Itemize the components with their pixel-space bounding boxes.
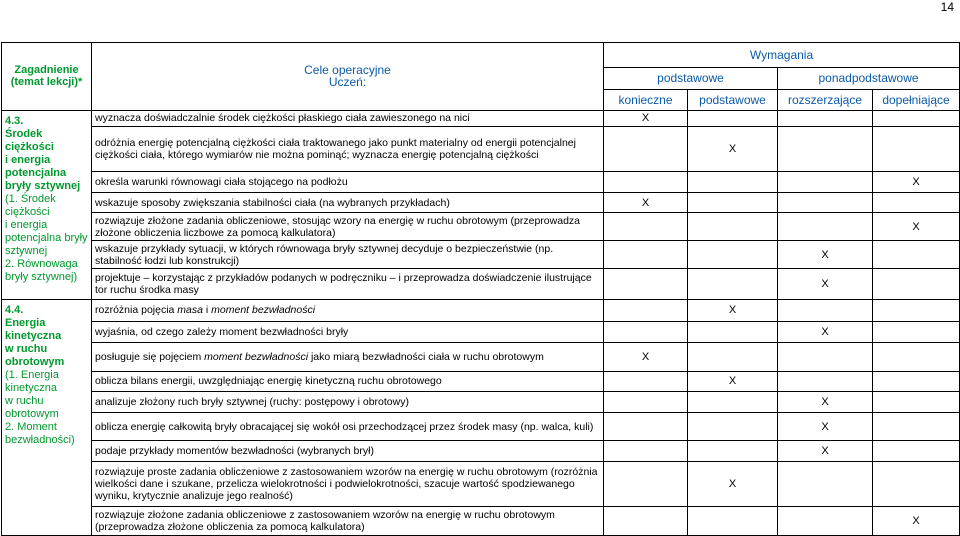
table-row bbox=[2, 371, 960, 392]
requirement-mark-cell bbox=[688, 192, 778, 213]
requirement-mark-cell bbox=[604, 127, 688, 172]
requirement-mark-cell: X bbox=[873, 507, 960, 536]
requirement-mark-cell: X bbox=[688, 371, 778, 392]
requirement-mark-cell: X bbox=[778, 322, 873, 343]
topic-title: 4.3. Środek ciężkości i energia potencjalna bryły sztywnej bbox=[5, 114, 81, 192]
requirement-mark-cell bbox=[873, 342, 960, 371]
requirement-mark-cell bbox=[778, 461, 873, 506]
requirement-mark-cell: X bbox=[873, 172, 960, 193]
goal-cell: wskazuje przykłady sytuacji, w których równowaga bryły sztywnej decyduje o bezpieczeństwie (np. stabilność łodzi lub konstrukcji) bbox=[92, 241, 604, 269]
table-row bbox=[2, 322, 960, 343]
requirement-mark-cell bbox=[688, 241, 778, 269]
requirement-mark-cell bbox=[688, 392, 778, 413]
requirement-mark-cell bbox=[604, 241, 688, 269]
requirement-mark-cell bbox=[688, 213, 778, 241]
requirement-mark-cell bbox=[688, 342, 778, 371]
requirement-mark-cell bbox=[604, 461, 688, 506]
requirements-header: Wymagania bbox=[604, 43, 960, 68]
requirement-mark-cell bbox=[873, 268, 960, 299]
requirements-table bbox=[1, 42, 960, 536]
goal-cell: projektuje – korzystając z przykładów podanych w podręczniku – i przeprowadza doświadczenie ilustrujące tor ruchu środka masy bbox=[92, 268, 604, 299]
requirement-mark-cell bbox=[778, 127, 873, 172]
goal-cell: podaje przykłady momentów bezwładności (wybranych brył) bbox=[92, 441, 604, 462]
table-row bbox=[2, 192, 960, 213]
requirement-mark-cell bbox=[778, 192, 873, 213]
topic-cell bbox=[2, 299, 92, 535]
goal-cell: rozwiązuje złożone zadania obliczeniowe z zastosowaniem wzorów na energię w ruchu obrotowym (przeprowadza złożone obliczenia za pomocą kalkulatora) bbox=[92, 507, 604, 536]
table-row bbox=[2, 268, 960, 299]
requirement-mark-cell bbox=[778, 371, 873, 392]
requirement-mark-cell: X bbox=[688, 299, 778, 322]
basic-header: podstawowe bbox=[604, 67, 778, 90]
requirement-mark-cell bbox=[778, 172, 873, 193]
goal-cell: wskazuje sposoby zwiększania stabilności ciała (na wybranych przykładach) bbox=[92, 192, 604, 213]
requirement-mark-cell: X bbox=[873, 213, 960, 241]
requirement-mark-cell bbox=[873, 461, 960, 506]
emphasized-term: moment bezwładności bbox=[204, 350, 309, 363]
emphasized-term: masa bbox=[177, 304, 203, 317]
table-body bbox=[2, 43, 960, 536]
requirement-mark-cell bbox=[778, 507, 873, 536]
requirement-mark-cell bbox=[688, 172, 778, 193]
advanced-header: ponadpodstawowe bbox=[778, 67, 960, 90]
requirement-mark-cell: X bbox=[778, 241, 873, 269]
requirement-mark-cell bbox=[778, 299, 873, 322]
requirement-mark-cell bbox=[604, 507, 688, 536]
table-row bbox=[2, 299, 960, 322]
requirement-mark-cell bbox=[604, 299, 688, 322]
goal-text: jako miarą bezwładności ciała w ruchu obrotowym bbox=[308, 350, 544, 363]
table-row bbox=[2, 241, 960, 269]
requirement-mark-cell bbox=[604, 441, 688, 462]
goal-cell: rozwiązuje proste zadania obliczeniowe z zastosowaniem wzorów na energię w ruchu obrotowym (rozróżnia wielkości dane i szukane, przelicza wielokrotności i podwielokrotności, szacuje wartość spodziewanego wyniku, krytycznie analizuje jego realność) bbox=[92, 461, 604, 506]
table-row bbox=[2, 342, 960, 371]
requirement-mark-cell bbox=[604, 172, 688, 193]
table-row bbox=[2, 213, 960, 241]
requirement-mark-cell bbox=[873, 299, 960, 322]
table-row bbox=[2, 461, 960, 506]
requirement-mark-cell: X bbox=[604, 110, 688, 126]
topic-title: 4.4. Energia kinetyczna w ruchu obrotowym bbox=[5, 303, 65, 368]
level-header-complementary: dopełniające bbox=[873, 90, 960, 111]
requirement-mark-cell: X bbox=[778, 412, 873, 441]
requirement-mark-cell: X bbox=[604, 342, 688, 371]
requirement-mark-cell bbox=[873, 127, 960, 172]
requirement-mark-cell bbox=[604, 371, 688, 392]
goal-cell: wyjaśnia, od czego zależy moment bezwładności bryły bbox=[92, 322, 604, 343]
goals-header bbox=[92, 43, 604, 111]
requirement-mark-cell bbox=[688, 322, 778, 343]
requirement-mark-cell: X bbox=[778, 441, 873, 462]
requirement-mark-cell bbox=[688, 110, 778, 126]
level-header-required: konieczne bbox=[604, 90, 688, 111]
goal-cell: wyznacza doświadczalnie środek ciężkości płaskiego ciała zawieszonego na nici bbox=[92, 110, 604, 126]
requirement-mark-cell: X bbox=[688, 461, 778, 506]
requirement-mark-cell bbox=[604, 213, 688, 241]
table-row bbox=[2, 172, 960, 193]
requirement-mark-cell bbox=[873, 371, 960, 392]
table-row bbox=[2, 392, 960, 413]
goal-cell: określa warunki równowagi ciała stojącego na podłożu bbox=[92, 172, 604, 193]
requirement-mark-cell bbox=[688, 441, 778, 462]
goal-cell bbox=[92, 342, 604, 371]
requirement-mark-cell bbox=[604, 268, 688, 299]
goal-cell: rozwiązuje złożone zadania obliczeniowe, stosując wzory na energię w ruchu obrotowym (przeprowadza złożone obliczenia liczbowe za pomocą kalkulatora) bbox=[92, 213, 604, 241]
requirement-mark-cell bbox=[604, 322, 688, 343]
topic-lessons: (1. Energia kinetyczna w ruchu obrotowym 2. Moment bezwładności) bbox=[5, 368, 75, 446]
requirement-mark-cell: X bbox=[688, 127, 778, 172]
goal-text: posługuje się pojęciem bbox=[95, 350, 205, 363]
goal-cell: oblicza bilans energii, uwzględniając energię kinetyczną ruchu obrotowego bbox=[92, 371, 604, 392]
requirement-mark-cell: X bbox=[604, 192, 688, 213]
requirement-mark-cell bbox=[778, 110, 873, 126]
goals-header-title: Cele operacyjne bbox=[304, 63, 391, 78]
requirement-mark-cell bbox=[873, 322, 960, 343]
requirement-mark-cell bbox=[688, 268, 778, 299]
goal-cell: odróżnia energię potencjalną ciężkości ciała traktowanego jako punkt materialny od energii potencjalnej ciężkości ciała, którego wymiarów nie można pominąć; wyznacza energię potencjalną ciężkości bbox=[92, 127, 604, 172]
goals-header-student: Uczeń: bbox=[328, 75, 367, 90]
requirement-mark-cell bbox=[604, 392, 688, 413]
level-header-extended: rozszerzające bbox=[778, 90, 873, 111]
goal-cell bbox=[92, 299, 604, 322]
level-header-basic: podstawowe bbox=[688, 90, 778, 111]
requirement-mark-cell bbox=[604, 412, 688, 441]
goal-cell: analizuje złożony ruch bryły sztywnej (ruchy: postępowy i obrotowy) bbox=[92, 392, 604, 413]
emphasized-term: moment bezwładności bbox=[211, 304, 316, 317]
table-row bbox=[2, 441, 960, 462]
requirement-mark-cell: X bbox=[778, 392, 873, 413]
requirement-mark-cell bbox=[873, 192, 960, 213]
topic-header: Zagadnienie (temat lekcji)* bbox=[2, 43, 92, 111]
requirement-mark-cell bbox=[778, 213, 873, 241]
goal-cell: oblicza energię całkowitą bryły obracającej się wokół osi przechodzącej przez środek masy (np. walca, kuli) bbox=[92, 412, 604, 441]
topic-lessons: (1. Środek ciężkości i energia potencjalna bryły sztywnej 2. Równowaga bryły sztywnej) bbox=[5, 192, 88, 283]
requirement-mark-cell: X bbox=[778, 268, 873, 299]
goal-text: rozróżnia pojęcia bbox=[95, 304, 178, 317]
page-number: 14 bbox=[940, 0, 954, 14]
requirement-mark-cell bbox=[873, 241, 960, 269]
requirement-mark-cell bbox=[688, 412, 778, 441]
requirement-mark-cell bbox=[873, 441, 960, 462]
requirement-mark-cell bbox=[688, 507, 778, 536]
requirement-mark-cell bbox=[873, 412, 960, 441]
table-row bbox=[2, 412, 960, 441]
table-row bbox=[2, 127, 960, 172]
topic-cell bbox=[2, 110, 92, 299]
requirement-mark-cell bbox=[778, 342, 873, 371]
requirement-mark-cell bbox=[873, 110, 960, 126]
table-row bbox=[2, 110, 960, 126]
goal-text: i bbox=[202, 304, 212, 317]
table-row bbox=[2, 507, 960, 536]
header-row-1 bbox=[2, 43, 960, 68]
requirement-mark-cell bbox=[873, 392, 960, 413]
